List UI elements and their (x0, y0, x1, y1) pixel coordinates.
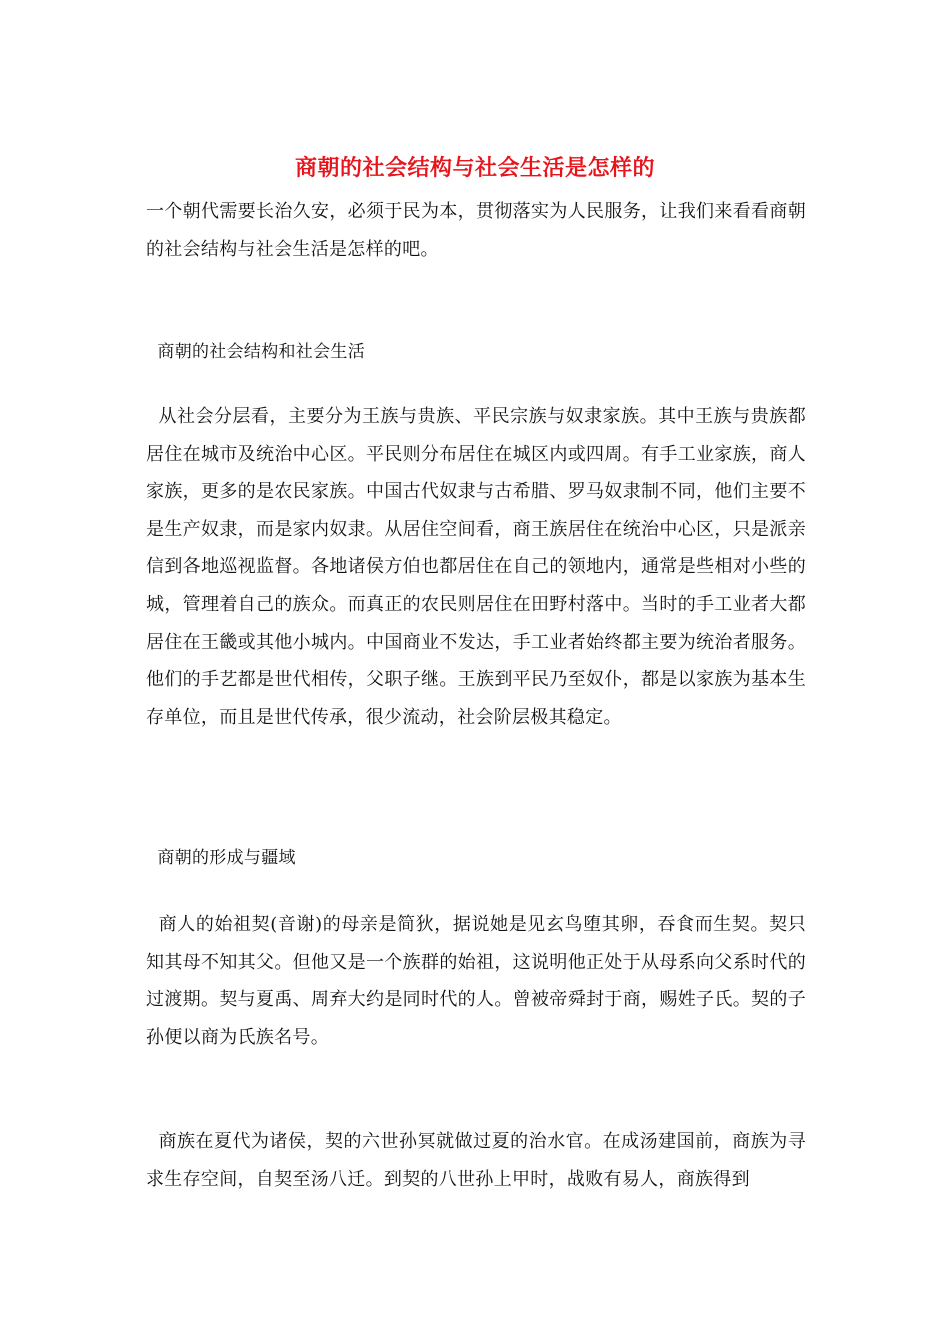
section-heading-social-structure: 商朝的社会结构和社会生活 (146, 342, 366, 362)
document-title: 商朝的社会结构与社会生活是怎样的 (294, 155, 655, 181)
formation-paragraph-1: 商人的始祖契(音谢)的母亲是简狄，据说她是见玄鸟堕其卵，吞食而生契。契只知其母不知其父。但他又是一个族群的始祖，这说明他正处于从母系向父系时代的过渡期。契与夏禹、周弃大约是同时代的人。曾被帝舜封于商，赐姓子氏。契的子孙便以商为氏族名号。 (146, 914, 807, 1048)
section-heading-formation-territory: 商朝的形成与疆域 (146, 848, 296, 868)
formation-paragraph-2: 商族在夏代为诸侯，契的六世孙冥就做过夏的治水官。在成汤建国前，商族为寻求生存空间，自契至汤八迁。到契的八世孙上甲时，战败有易人，商族得到 (146, 1131, 807, 1190)
social-structure-paragraph: 从社会分层看，主要分为王族与贵族、平民宗族与奴隶家族。其中王族与贵族都居住在城市及统治中心区。平民则分布居住在城区内或四周。有手工业家族，商人家族，更多的是农民家族。中国古代奴隶与古希腊、罗马奴隶制不同，他们主要不是生产奴隶，而是家内奴隶。从居住空间看，商王族居住在统治中心区，只是派亲信到各地巡视监督。各地诸侯方伯也都居住在自己的领地内，通常是些相对小些的城，管理着自己的族众。而真正的农民则居住在田野村落中。当时的手工业者大都居住在王畿或其他小城内。中国商业不发达，手工业者始终都主要为统治者服务。他们的手艺都是世代相传，父职子继。王族到平民乃至奴仆，都是以家族为基本生存单位，而且是世代传承，很少流动，社会阶层极其稳定。 (146, 406, 807, 728)
intro-paragraph: 一个朝代需要长治久安，必须于民为本，贯彻落实为人民服务，让我们来看看商朝的社会结构与社会生活是怎样的吧。 (146, 201, 806, 260)
